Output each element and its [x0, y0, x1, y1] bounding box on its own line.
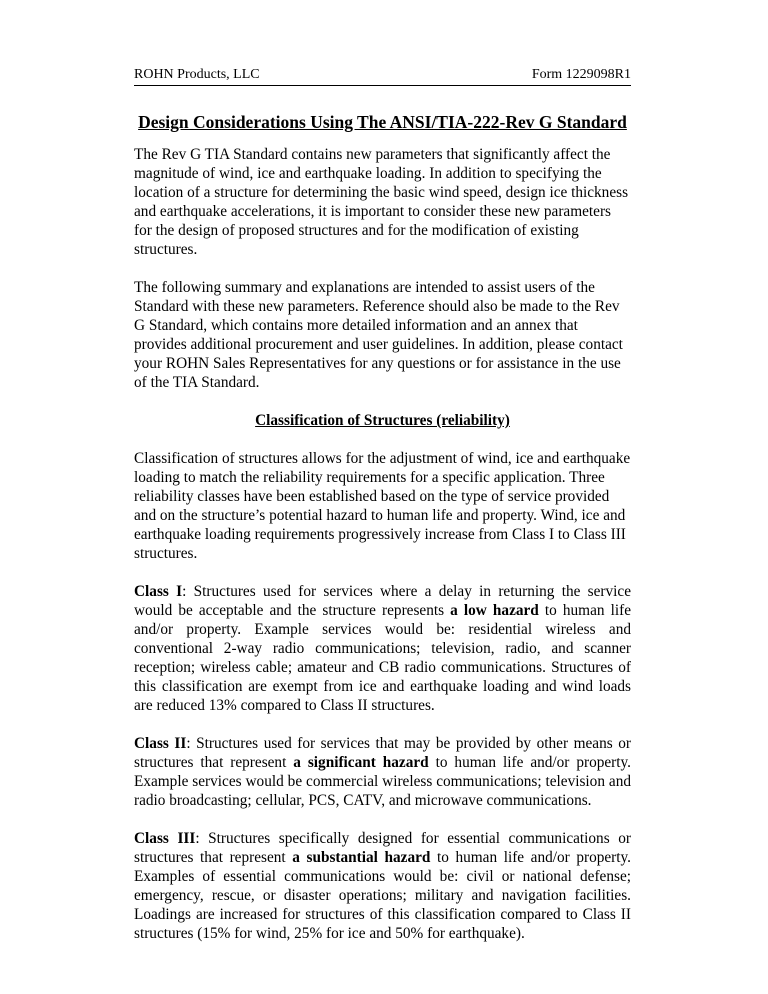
- hazard-level: a significant hazard: [293, 754, 429, 771]
- section-heading: Classification of Structures (reliability): [255, 412, 510, 429]
- class-name: Class II: [134, 735, 187, 752]
- form-number: Form 1229098R1: [531, 67, 631, 82]
- class-text: : Structures used for services that may be provided by other means or structures that represent: [134, 735, 631, 771]
- section-intro: Classification of structures allows for the adjustment of wind, ice and earthquake loading to match the reliability requirements for a specific application. Three reliability classes have been established based on the type of service provided and on the structure’s potential hazard to human life and property. Wind, ice and earthquake loading requirements progressively increase from Class I to Class III structures.: [134, 450, 631, 562]
- class-name: Class III: [134, 830, 196, 847]
- document-title: Design Considerations Using The ANSI/TIA-222-Rev G Standard: [138, 112, 627, 132]
- class-text: : Structures specifically designed for essential communications or structures that represent: [134, 830, 631, 866]
- hazard-level: a low hazard: [450, 602, 539, 619]
- intro-paragraph: The following summary and explanations are intended to assist users of the Standard with these new parameters. Reference should also be made to the Rev G Standard, which contains more detailed information and an annex that provides additional procurement and user guidelines. In addition, please contact your ROHN Sales Representatives for any questions or for assistance in the use of the TIA Standard.: [134, 279, 623, 391]
- company-name: ROHN Products, LLC: [134, 67, 260, 82]
- page-header: [134, 63, 631, 86]
- class-ii-paragraph: [134, 734, 631, 810]
- class-name: Class I: [134, 583, 183, 600]
- class-iii-paragraph: [134, 829, 631, 943]
- class-text: to human life and/or property. Example services would be: residential wireless and conventional 2-way radio communications; television, radio, and scanner reception; wireless cable; amateur and CB radio communications. Structures of this classification are exempt from ice and earthquake loading and wind loads are reduced 13% compared to Class II structures.: [134, 602, 631, 714]
- class-text: : Structures used for services where a delay in returning the service would be acceptable and the structure represents: [134, 583, 631, 619]
- class-i-paragraph: [134, 582, 631, 715]
- class-text: to human life and/or property. Examples of essential communications would be: civil or national defense; emergency, rescue, or disaster operations; military and navigation facilities. Loadings are increased for structures of this classification compared to Class II structures (15% for wind, 25% for ice and 50% for earthquake).: [134, 849, 631, 942]
- hazard-level: a substantial hazard: [292, 849, 431, 866]
- intro-paragraph: The Rev G TIA Standard contains new parameters that significantly affect the magnitude of wind, ice and earthquake loading. In addition to specifying the location of a structure for determining the basic wind speed, design ice thickness and earthquake accelerations, it is important to consider these new parameters for the design of proposed structures and for the modification of existing structures.: [134, 146, 629, 258]
- document-body: [134, 145, 631, 962]
- class-text: to human life and/or property. Example services would be commercial wireless communications; television and radio broadcasting; cellular, PCS, CATV, and microwave communications.: [134, 754, 631, 809]
